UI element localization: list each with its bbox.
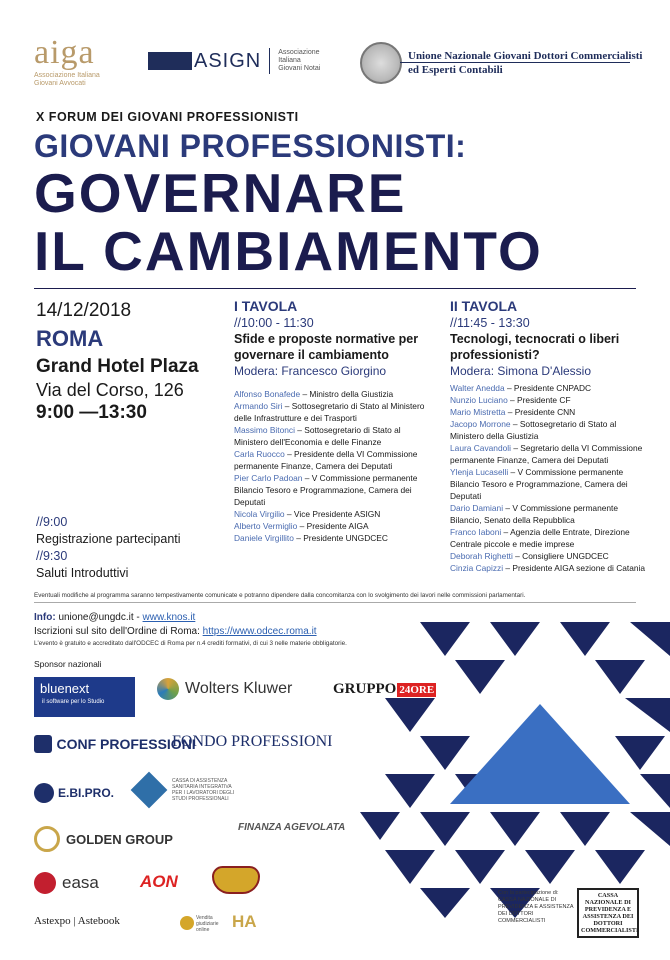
speaker-role: – Segretario della VI Commissione permanente Finanze, Camera dei Deputati [450,443,643,465]
speaker-item [234,472,434,508]
asign-sub-line: Associazione [278,49,320,56]
speaker-item [234,520,434,532]
registration-link[interactable]: https://www.odcec.roma.it [202,626,317,637]
speaker-item [450,466,650,502]
speaker-role: – Sottosegretario di Stato al Ministero della Giustizia [450,419,617,441]
program-list [36,514,181,582]
confprofessioni-wordmark: CONF PROFESSIONI [56,736,196,752]
asign-logo [148,48,320,74]
info-label: Info: [34,612,56,623]
speaker-name: Dario Damiani [450,503,504,513]
credits-note: L'evento è gratuito e accreditato dall'ODCEC di Roma per n.4 crediti formativi, di cui 3 nelle materie obbligatorie. [34,640,347,647]
speaker-role: – V Commissione permanente Bilancio Tesoro e Programmazione, Camera dei Deputati [450,467,628,501]
speaker-role: – Presidente AIGA sezione di Catania [503,563,646,573]
bluenext-tagline: il software per lo Studio [42,699,105,705]
program-time: //9:30 [36,549,68,563]
speaker-item [450,526,650,550]
aiga-wordmark: aiga [34,34,95,71]
vendita-giudiziarie-logo: Vendita giudiziarie online [196,915,219,933]
speaker-role: – Vice Presidente ASIGN [284,509,381,519]
program-time: //9:00 [36,515,68,529]
speaker-item [234,388,434,400]
ungdc-seal-icon [360,42,402,84]
speaker-list [234,388,434,544]
wolters-kluwer-wordmark: Wolters Kluwer [185,680,293,697]
speaker-role: – V Commissione permanente Bilancio, Senato della Repubblica [450,503,619,525]
speaker-item [450,502,650,526]
tavola-topic: Tecnologi, tecnocrati o liberi professionisti? [450,332,620,362]
crest-icon [212,866,260,894]
speaker-name: Laura Cavandoli [450,443,511,453]
speaker-role: – Sottosegretario di Stato al Ministero delle Infrastrutture e dei Trasporti [234,401,425,423]
speaker-item [234,532,434,544]
event-time: 9:00 —13:30 [36,402,147,423]
aiga-logo [34,36,120,88]
confprofessioni-icon [34,735,52,753]
tavola-heading: II TAVOLA [450,298,518,314]
speaker-name: Jacopo Morrone [450,419,511,429]
aon-logo: AON [140,872,178,891]
golden-group-logo [34,826,173,852]
bluenext-logo [34,677,135,717]
asign-sub-line: Italiana [278,57,301,64]
forum-title: X FORUM DEI GIOVANI PROFESSIONISTI [36,110,299,124]
info-site-link[interactable]: www.knos.it [142,612,196,623]
ungdc-line2: ed Esperti Contabili [408,64,503,76]
speaker-item [450,442,650,466]
golden-group-wordmark: GOLDEN GROUP [66,831,173,847]
ebipro-icon [34,783,54,803]
tavola-time: //10:00 - 11:30 [234,316,314,330]
bluenext-wordmark: bluenext [40,681,90,696]
speaker-item [450,562,650,574]
tavola-moderator: Modera: Simona D'Alessio [450,364,592,378]
gruppo-wordmark: GRUPPO [333,681,397,697]
registration-text: Iscrizioni sul sito dell'Ordine di Roma: [34,626,203,637]
speaker-role: – Presidente della VI Commissione permanente Finanze, Camera dei Deputati [234,449,418,471]
asign-wordmark: ASIGN [194,49,262,72]
title-line-1: GIOVANI PROFESSIONISTI: [34,128,467,164]
speaker-role: – Presidente AIGA [297,521,369,531]
speaker-item [234,400,434,424]
cadiprof-logo [136,777,242,803]
speaker-item [450,394,650,406]
ungdc-rule [400,62,630,63]
speaker-name: Walter Anedda [450,383,505,393]
speaker-role: – Presidente CF [507,395,571,405]
easa-wordmark: easa [62,873,99,892]
tavola-moderator: Modera: Francesco Giorgino [234,364,387,378]
fondoprofessioni-logo: FONDO PROFESSIONI [172,733,333,750]
ungdc-line1: Unione Nazionale Giovani Dottori Commercialisti [408,50,643,62]
speaker-role: – Presidente UNGDCEC [293,533,388,543]
badge-icon [180,916,194,930]
speaker-item [234,448,434,472]
easa-logo [34,872,99,894]
event-venue: Grand Hotel Plaza [36,356,199,377]
asign-divider [269,48,270,74]
sponsor-title: Sponsor nazionali [34,659,102,669]
triangle-pattern [360,618,670,918]
central-triangle [450,704,630,804]
disclaimer-note: Eventuali modifiche al programma saranno tempestivamente comunicate e potranno dipendere dalla concomitanza con lo svolgimento dei lavori nelle commissioni parlamentari. [34,592,526,599]
ungdc-text [408,49,642,77]
info-email-link[interactable]: unione@ungdc.it [58,612,134,623]
speaker-name: Alfonso Bonafede [234,389,301,399]
cadiprof-icon [131,772,168,809]
speaker-item [450,382,650,394]
speaker-name: Franco Iaboni [450,527,502,537]
ungdc-logo [360,42,642,84]
speaker-name: Nunzio Luciano [450,395,508,405]
speaker-item [234,508,434,520]
speaker-name: Daniele Virgillito [234,533,294,543]
program-label: Saluti Introduttivi [36,566,129,580]
info-line [34,612,195,623]
golden-group-icon [34,826,60,852]
ebipro-wordmark: E.BI.PRO. [58,786,115,800]
speaker-name: Armando Siri [234,401,283,411]
cassa-logo: CASSA NAZIONALE DI PREVIDENZA E ASSISTENZA DEI DOTTORI COMMERCIALISTI [577,888,639,938]
speaker-name: Nicola Virgilio [234,509,285,519]
event-date: 14/12/2018 [36,300,132,321]
speaker-item [450,418,650,442]
speaker-list [450,382,650,574]
tavola-1 [234,298,434,544]
cassa-participation-note: Con la partecipazione di: CASSA NAZIONALE DI PREVIDENZA E ASSISTENZA DEI DOTTORI COMMERCIALISTI [498,890,574,924]
program-label: Registrazione partecipanti [36,532,181,546]
speaker-role: – Sottosegretario di Stato al Ministero dell'Economia e delle Finanze [234,425,401,447]
tavola-heading: I TAVOLA [234,298,298,314]
asign-sub-line: Giovani Notai [278,65,321,72]
speaker-role: – V Commissione permanente Bilancio Tesoro e Programmazione, Camera dei Deputati [234,473,418,507]
speaker-name: Deborah Righetti [450,551,513,561]
wolters-kluwer-icon [157,678,179,700]
cadiprof-text: CASSA DI ASSISTENZA SANITARIA INTEGRATIVA PER I LAVORATORI DEGLI STUDI PROFESSIONALI [172,778,235,802]
speaker-name: Mario Mistretta [450,407,506,417]
speaker-name: Cinzia Capizzi [450,563,504,573]
asign-subtitle [278,49,320,73]
asign-bar-icon [148,52,192,70]
title-line-3: IL CAMBIAMENTO [34,220,543,282]
speaker-item [234,424,434,448]
registration-line [34,626,317,637]
event-city: ROMA [36,326,104,351]
speaker-item [450,550,650,562]
event-address: Via del Corso, 126 [36,380,184,400]
ha-logo: HA [232,912,257,931]
info-separator: - [133,612,143,623]
easa-icon [34,872,56,894]
tavola-2 [450,298,650,574]
title-divider [34,288,636,289]
speaker-role: – Agenzia delle Entrate, Direzione Centrale piccole e medie imprese [450,527,630,549]
footer-divider [34,602,636,603]
tavola-time: //11:45 - 13:30 [450,316,530,330]
speaker-name: Alberto Vermiglio [234,521,298,531]
speaker-role: – Consigliere UNGDCEC [512,551,609,561]
speaker-name: Ylenja Lucaselli [450,467,509,477]
speaker-name: Pier Carlo Padoan [234,473,303,483]
speaker-name: Carla Ruocco [234,449,285,459]
speaker-role: – Presidente CNPADC [504,383,592,393]
title-line-2: GOVERNARE [34,162,407,224]
speaker-role: – Presidente CNN [505,407,576,417]
astexpo-logo: Astexpo | Astebook [34,915,120,927]
finanza-agevolata-logo: FINANZA AGEVOLATA [238,822,346,833]
tavola-topic: Sfide e proposte normative per governare il cambiamento [234,332,419,362]
speaker-name: Massimo Bitonci [234,425,295,435]
speaker-item [450,406,650,418]
speaker-role: – Ministro della Giustizia [300,389,394,399]
wolters-kluwer-logo [157,678,292,700]
ebipro-logo [34,783,114,803]
aiga-subtitle: Associazione Italiana Giovani Avvocati [34,72,100,87]
24ore-box: 24ORE [399,683,435,696]
